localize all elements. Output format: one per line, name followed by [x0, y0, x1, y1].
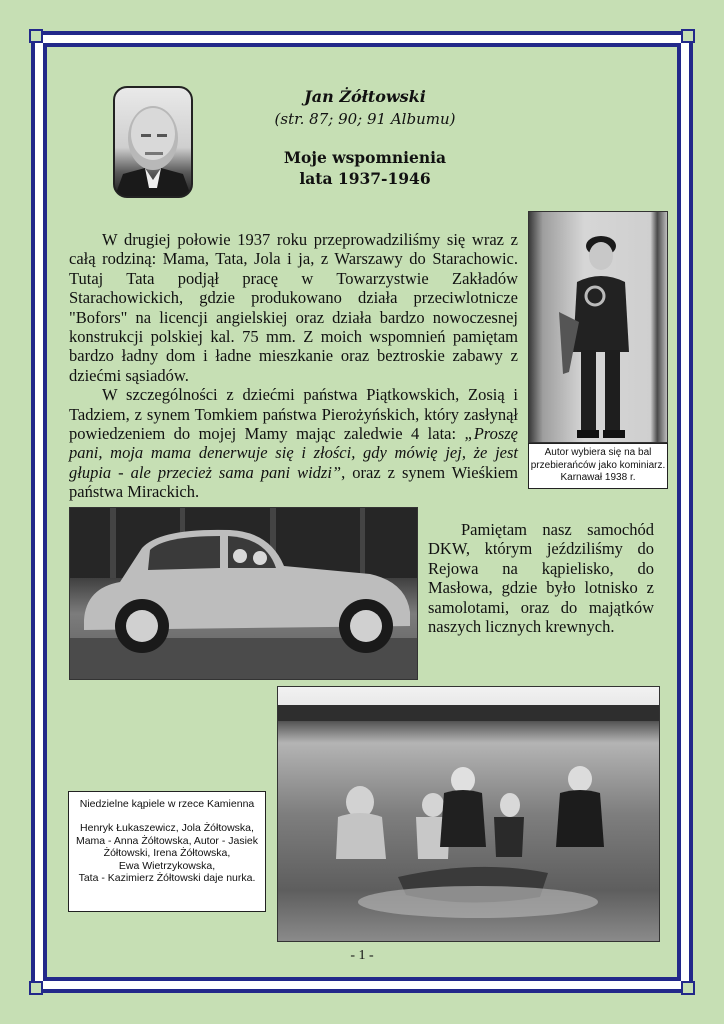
- paragraph-2-start: W szczególności z dziećmi państwa Piątkowskich, Zosią i Tadziem, z synem Tomkiem państwa Pierożyńskich, który zasłynął powiedzeniem do mojej Mamy mając zaledwie 4 lata:: [69, 385, 518, 444]
- caption-river-photo: [68, 791, 266, 912]
- caption-river-line-4: Ewa Wietrzykowska,: [118, 859, 216, 872]
- caption-river-line-3: Żółtowski, Irena Żółtowska,: [103, 847, 231, 860]
- author-name: Jan Żółtowski: [304, 87, 426, 106]
- caption-river-line-2: Mama - Anna Żółtowska, Autor - Jasiek: [75, 834, 259, 847]
- right-text-block: [428, 520, 654, 636]
- document-header: [230, 86, 500, 189]
- album-reference: (str. 87; 90; 91 Albumu): [274, 110, 456, 128]
- frame-corner-top-right: [681, 29, 695, 43]
- caption-boy-line-3: Karnawał 1938 r.: [560, 472, 636, 483]
- paragraph-2-end: , oraz z synem Wieśkiem państwa Mirackich.: [69, 462, 518, 502]
- frame-corner-bottom-right: [681, 981, 695, 995]
- document-title: [230, 147, 500, 189]
- frame-corner-top-left: [29, 29, 43, 43]
- paragraph-2: [69, 385, 518, 501]
- caption-river-title: Niedzielne kąpiele w rzece Kamienna: [79, 798, 255, 810]
- author-portrait-photo: [113, 86, 193, 198]
- car-paragraph: Pamiętam nasz samochód DKW, którym jeździliśmy do Rejowa na kąpielisko, do Masłowa, gdzie było lotnisko z samolotami, oraz do majątków naszych licznych krewnych.: [428, 520, 654, 637]
- paragraph-1: W drugiej połowie 1937 roku przeprowadziliśmy się wraz z całą rodziną: Mama, Tata, Jola i ja, z Warszawy do Starachowic. Tutaj Tata podjął pracę w Towarzystwie Zakładów Starachowickich, gdzie produkowano działa przeciwlotnicze "Bofors" na licencji angielskiej oraz działa bardzo nowoczesnej konstrukcji polskiej kal. 75 mm. Z moich wspomnień pamiętam bardzo ładny dom i ładne mieszkanie oraz beztroskie zabawy z dziećmi sąsiadów.: [69, 230, 518, 385]
- page-number: - 1 -: [350, 948, 374, 963]
- title-line-2: lata 1937-1946: [299, 169, 431, 188]
- caption-river-line-5: Tata - Kazimierz Żółtowski daje nurka.: [78, 872, 256, 885]
- photo-dkw-car: [69, 507, 418, 680]
- title-line-1: Moje wspomnienia: [283, 148, 447, 167]
- caption-boy-line-1: Autor wybiera się na bal: [544, 447, 652, 458]
- caption-river-line-1: Henryk Łukaszewicz, Jola Żółtowska,: [80, 822, 254, 835]
- photo-river-bathing: [277, 686, 660, 942]
- caption-boy-line-2: przebierańców jako kominiarz.: [530, 459, 666, 471]
- quote-text: „Proszę pani, moja mama denerwuje się i złości, gdy mówię jej, że jest głupia - ale przecież sama pani widzi”: [69, 424, 518, 482]
- main-text-block: [69, 230, 518, 502]
- frame-corner-bottom-left: [29, 981, 43, 995]
- caption-boy-photo: [528, 443, 668, 489]
- photo-boy-chimney-sweep: [528, 211, 668, 443]
